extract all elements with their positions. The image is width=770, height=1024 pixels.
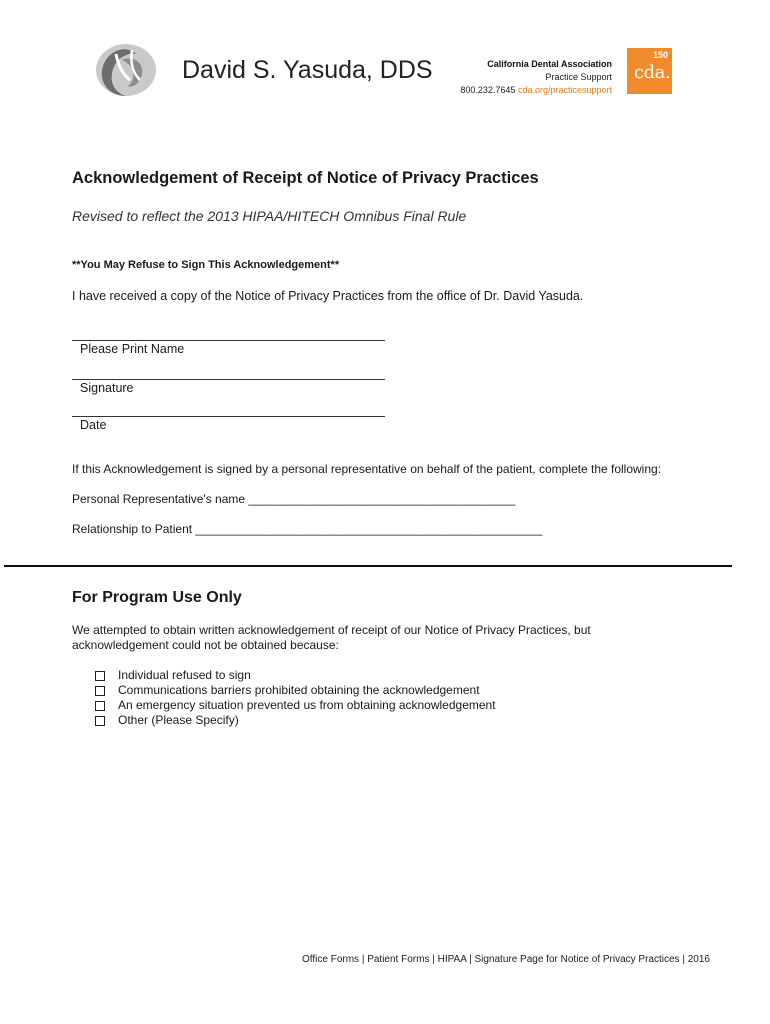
program-intro: We attempted to obtain written acknowledgement of receipt of our Notice of Privacy Practices, but acknowledgement could not be obtained because: <box>72 623 591 652</box>
signature-label: Signature <box>80 381 134 395</box>
document-subtitle: Revised to reflect the 2013 HIPAA/HITECH Omnibus Final Rule <box>72 208 467 224</box>
receipt-statement: I have received a copy of the Notice of Privacy Practices from the office of Dr. David Yasuda. <box>72 289 584 303</box>
cda-badge-text: cda. <box>634 62 671 83</box>
reason-option-communication[interactable] <box>95 683 496 698</box>
signature-line[interactable] <box>72 379 385 380</box>
cda-subtitle: Practice Support <box>545 72 612 82</box>
reason-label: Individual refused to sign <box>118 668 251 682</box>
print-name-label: Please Print Name <box>80 342 185 356</box>
reason-label: Other (Please Specify) <box>118 713 239 727</box>
cda-badge-number: 150 <box>653 50 669 60</box>
cda-url: cda.org/practicesupport <box>517 85 612 95</box>
checkbox-icon[interactable] <box>95 671 105 681</box>
cda-contact-line <box>452 84 612 97</box>
section-divider <box>4 565 732 567</box>
reason-option-other[interactable] <box>95 713 496 728</box>
doctor-name: David S. Yasuda, DDS <box>182 56 433 84</box>
representative-name-field[interactable]: Personal Representative's name ________________________________________ <box>72 492 516 506</box>
refuse-notice: **You May Refuse to Sign This Acknowledgement** <box>72 259 340 271</box>
date-line[interactable] <box>72 416 385 417</box>
relationship-field[interactable]: Relationship to Patient ____________________________________________________ <box>72 522 543 536</box>
reason-option-refused[interactable] <box>95 668 496 683</box>
checkbox-icon[interactable] <box>95 686 105 696</box>
program-use-heading: For Program Use Only <box>72 589 242 606</box>
checkbox-icon[interactable] <box>95 701 105 711</box>
print-name-line[interactable] <box>72 340 385 341</box>
checkbox-icon[interactable] <box>95 716 105 726</box>
reason-option-emergency[interactable] <box>95 698 496 713</box>
cda-organization-name: California Dental Association <box>487 59 612 69</box>
reason-label: An emergency situation prevented us from obtaining acknowledgement <box>118 698 496 712</box>
cda-practice-support <box>452 58 612 97</box>
representative-intro: If this Acknowledgement is signed by a personal representative on behalf of the patient, complete the following: <box>72 462 662 476</box>
cda-phone: 800.232.7645 <box>460 85 516 95</box>
reason-label: Communications barriers prohibited obtaining the acknowledgement <box>118 683 480 697</box>
practice-logo-icon <box>92 40 158 100</box>
cda-logo-badge <box>627 48 672 94</box>
date-label: Date <box>80 418 107 432</box>
footer-note: Office Forms | Patient Forms | HIPAA | Signature Page for Notice of Privacy Practices | 2016 <box>302 954 710 965</box>
reason-checklist <box>95 668 496 728</box>
document-title: Acknowledgement of Receipt of Notice of Privacy Practices <box>72 169 539 187</box>
